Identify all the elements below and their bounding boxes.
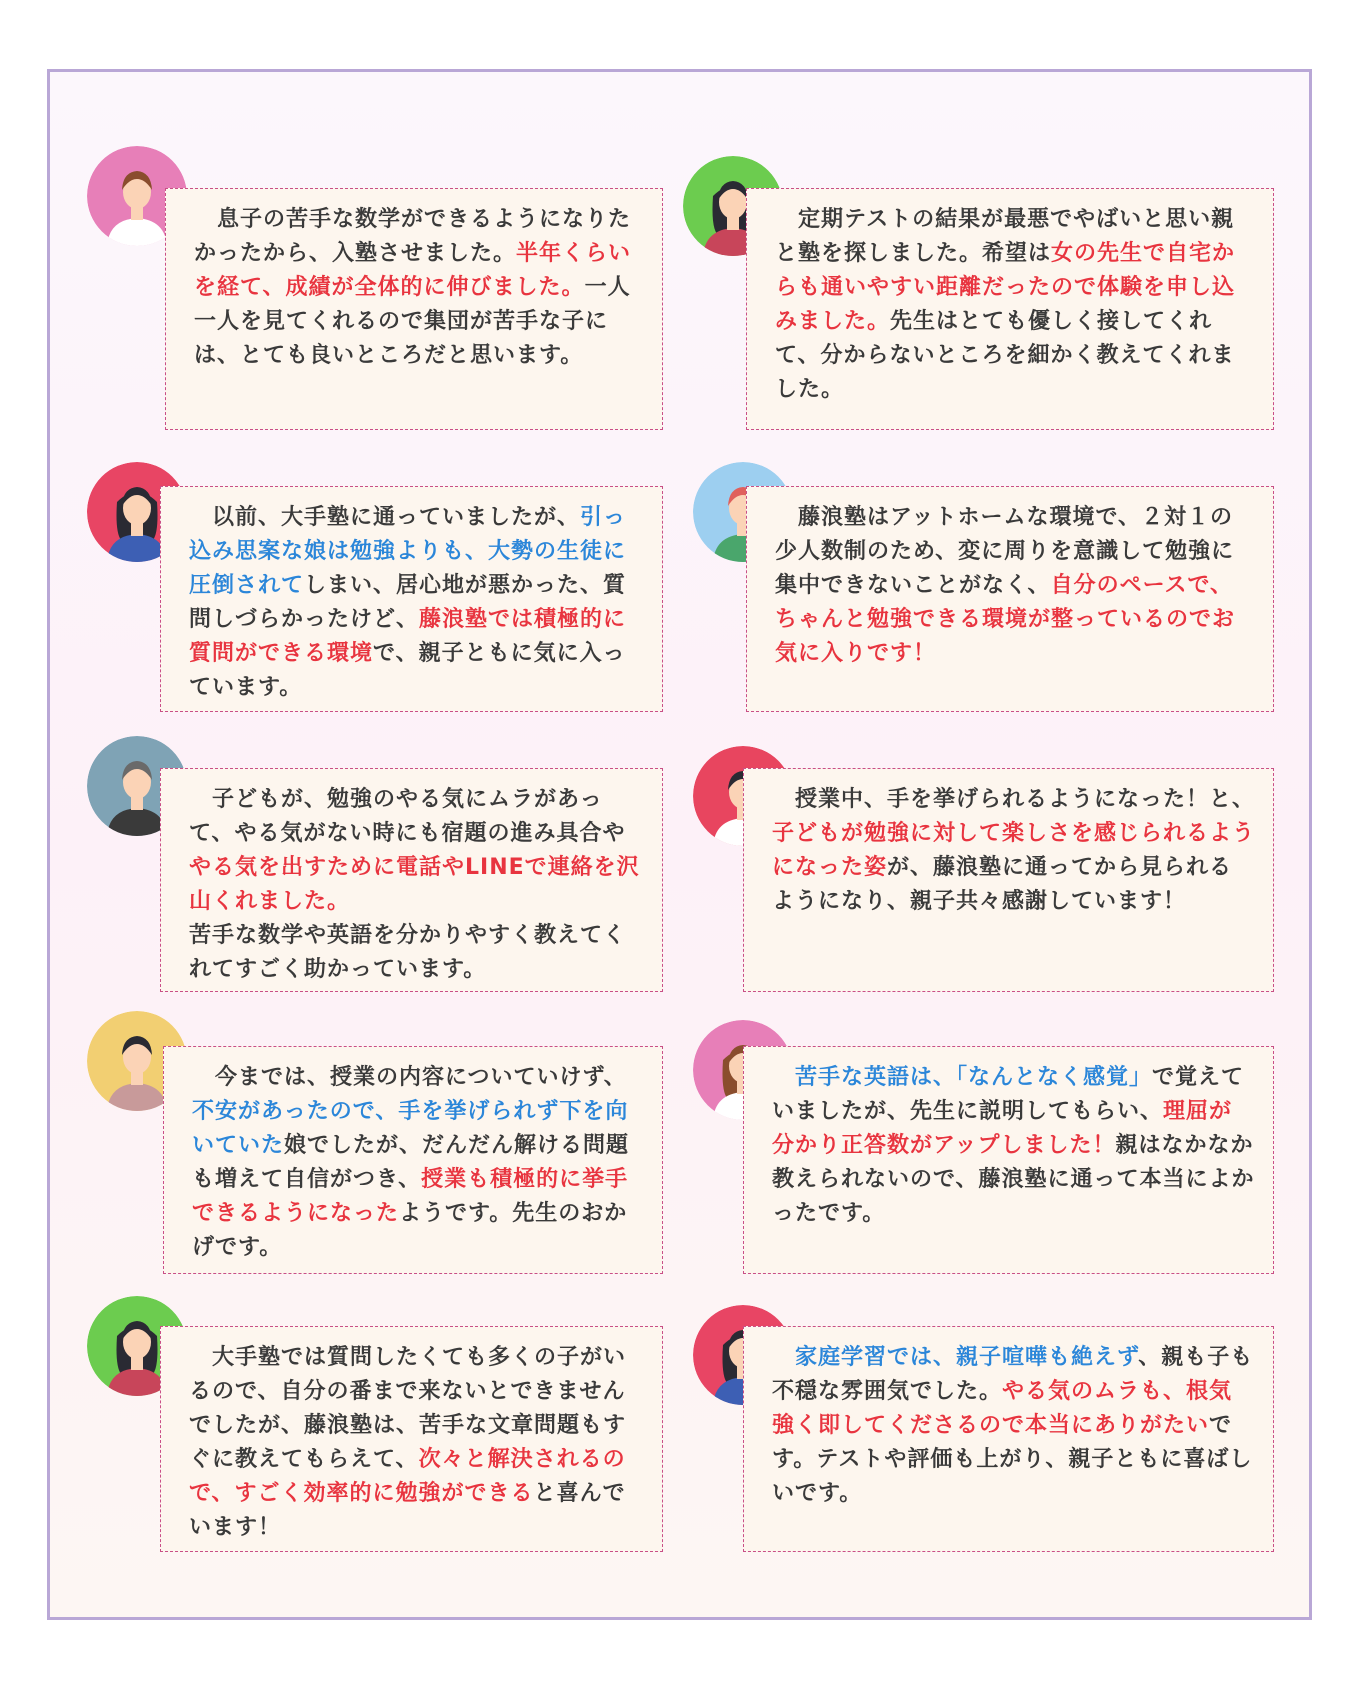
testimonial-text xyxy=(189,501,644,705)
body-text: と喜んでいます！ xyxy=(189,1481,626,1540)
body-text: しまい、居心地が悪かった、質問しづらかったけど、 xyxy=(189,573,627,632)
testimonial-card xyxy=(160,768,663,992)
highlight-blue-text: 引っ込み思案な娘は勉強よりも、大勢の生徒に圧倒されて xyxy=(189,505,627,598)
highlight-red-text: 自分のペースで、ちゃんと勉強できる環境が整っているのでお気に入りです！ xyxy=(775,573,1236,666)
highlight-red-text: 授業も積極的に挙手できるようになった xyxy=(192,1167,629,1226)
testimonial-text xyxy=(775,203,1255,407)
body-text: 苦手な数学や英語を分かりやすく教えてくれてすごく助かっています。 xyxy=(189,923,627,982)
highlight-red-text: 次々と解決されるので、すごく効率的に勉強ができる xyxy=(189,1447,626,1506)
highlight-red-text: やる気を出すために電話やLINEで連絡を沢山くれました。 xyxy=(189,855,640,914)
testimonial-card xyxy=(746,486,1274,712)
body-text: 一人一人を見てくれるので集団が苦手な子には、とても良いところだと思います。 xyxy=(194,275,631,368)
body-text: 藤浪塾はアットホームな環境で、２対１の少人数制のため、変に周りを意識して勉強に集中できないことがなく、 xyxy=(775,505,1235,598)
testimonial-text xyxy=(775,501,1255,671)
body-text: 子どもが、勉強のやる気にムラがあって、やる気がない時にも宿題の進み具合や xyxy=(189,787,626,846)
body-text: で、親子ともに気に入っています。 xyxy=(189,641,626,700)
testimonial-card xyxy=(743,1326,1274,1552)
highlight-red-text: 半年くらいを経て、成績が全体的に伸びました。 xyxy=(194,241,632,300)
testimonial-card xyxy=(163,1046,663,1274)
body-text: 大手塾では質問したくても多くの子がいるので、自分の番まで来ないとできませんでしたが、藤浪塾は、苦手な文章問題もすぐに教えてもらえて、 xyxy=(189,1345,627,1472)
body-text: 息子の苦手な数学ができるようになりたかったから、入塾させました。 xyxy=(194,207,632,266)
testimonial-card xyxy=(160,1326,663,1552)
body-text: 今までは、授業の内容についていけず、 xyxy=(192,1065,627,1090)
testimonial-card xyxy=(165,188,663,430)
testimonial-text xyxy=(194,203,644,373)
testimonial-text xyxy=(192,1061,644,1265)
body-text: 先生はとても優しく接してくれて、分からないところを細かく教えてくれました。 xyxy=(775,309,1235,402)
body-text: が、藤浪塾に通ってから見られるようになり、親子共々感謝しています！ xyxy=(772,855,1233,914)
highlight-red-text: やる気のムラも、根気強く即してくださるので本当にありがたい xyxy=(772,1379,1233,1438)
highlight-red-text: 理屈が分かり正答数がアップしました！ xyxy=(772,1099,1233,1158)
highlight-red-text: 藤浪塾では積極的に質問ができる環境 xyxy=(189,607,627,666)
body-text: 親はなかなか教えられないので、藤浪塾に通って本当によかったです。 xyxy=(772,1133,1255,1226)
highlight-red-text: 女の先生で自宅からも通いやすい距離だったので体験を申し込みました。 xyxy=(775,241,1236,334)
testimonial-text xyxy=(189,1341,644,1545)
body-text: 、親も子も不穏な雰囲気でした。 xyxy=(772,1345,1254,1404)
highlight-red-text: 子どもが勉強に対して楽しさを感じられるようになった姿 xyxy=(772,821,1256,880)
testimonial-text xyxy=(772,783,1255,919)
body-text: 以前、大手塾に通っていましたが、 xyxy=(189,505,581,530)
highlight-blue-text: 不安があったので、手を挙げられず下を向いていた xyxy=(192,1099,629,1158)
body-text: ようです。先生のおかげです。 xyxy=(192,1201,628,1260)
body-text: 定期テストの結果が最悪でやばいと思い親と塾を探しました。希望は xyxy=(775,207,1235,266)
testimonial-card xyxy=(743,768,1274,992)
highlight-blue-text: 苦手な英語は、「なんとなく感覚」 xyxy=(772,1065,1153,1090)
body-text: です。テストや評価も上がり、親子ともに喜ばしいです。 xyxy=(772,1413,1253,1506)
testimonial-text xyxy=(772,1061,1255,1231)
body-text: で覚えていましたが、先生に説明してもらい、 xyxy=(772,1065,1245,1124)
highlight-blue-text: 家庭学習では、親子喧嘩も絶えず xyxy=(772,1345,1139,1370)
body-text: 娘でしたが、だんだん解ける問題も増えて自信がつき、 xyxy=(192,1133,630,1192)
testimonial-card xyxy=(746,188,1274,430)
body-text: 授業中、手を挙げられるようになった！と、 xyxy=(772,787,1256,812)
testimonial-card xyxy=(743,1046,1274,1274)
testimonial-text xyxy=(772,1341,1255,1511)
testimonial-text xyxy=(189,783,644,987)
testimonial-card xyxy=(160,486,663,712)
